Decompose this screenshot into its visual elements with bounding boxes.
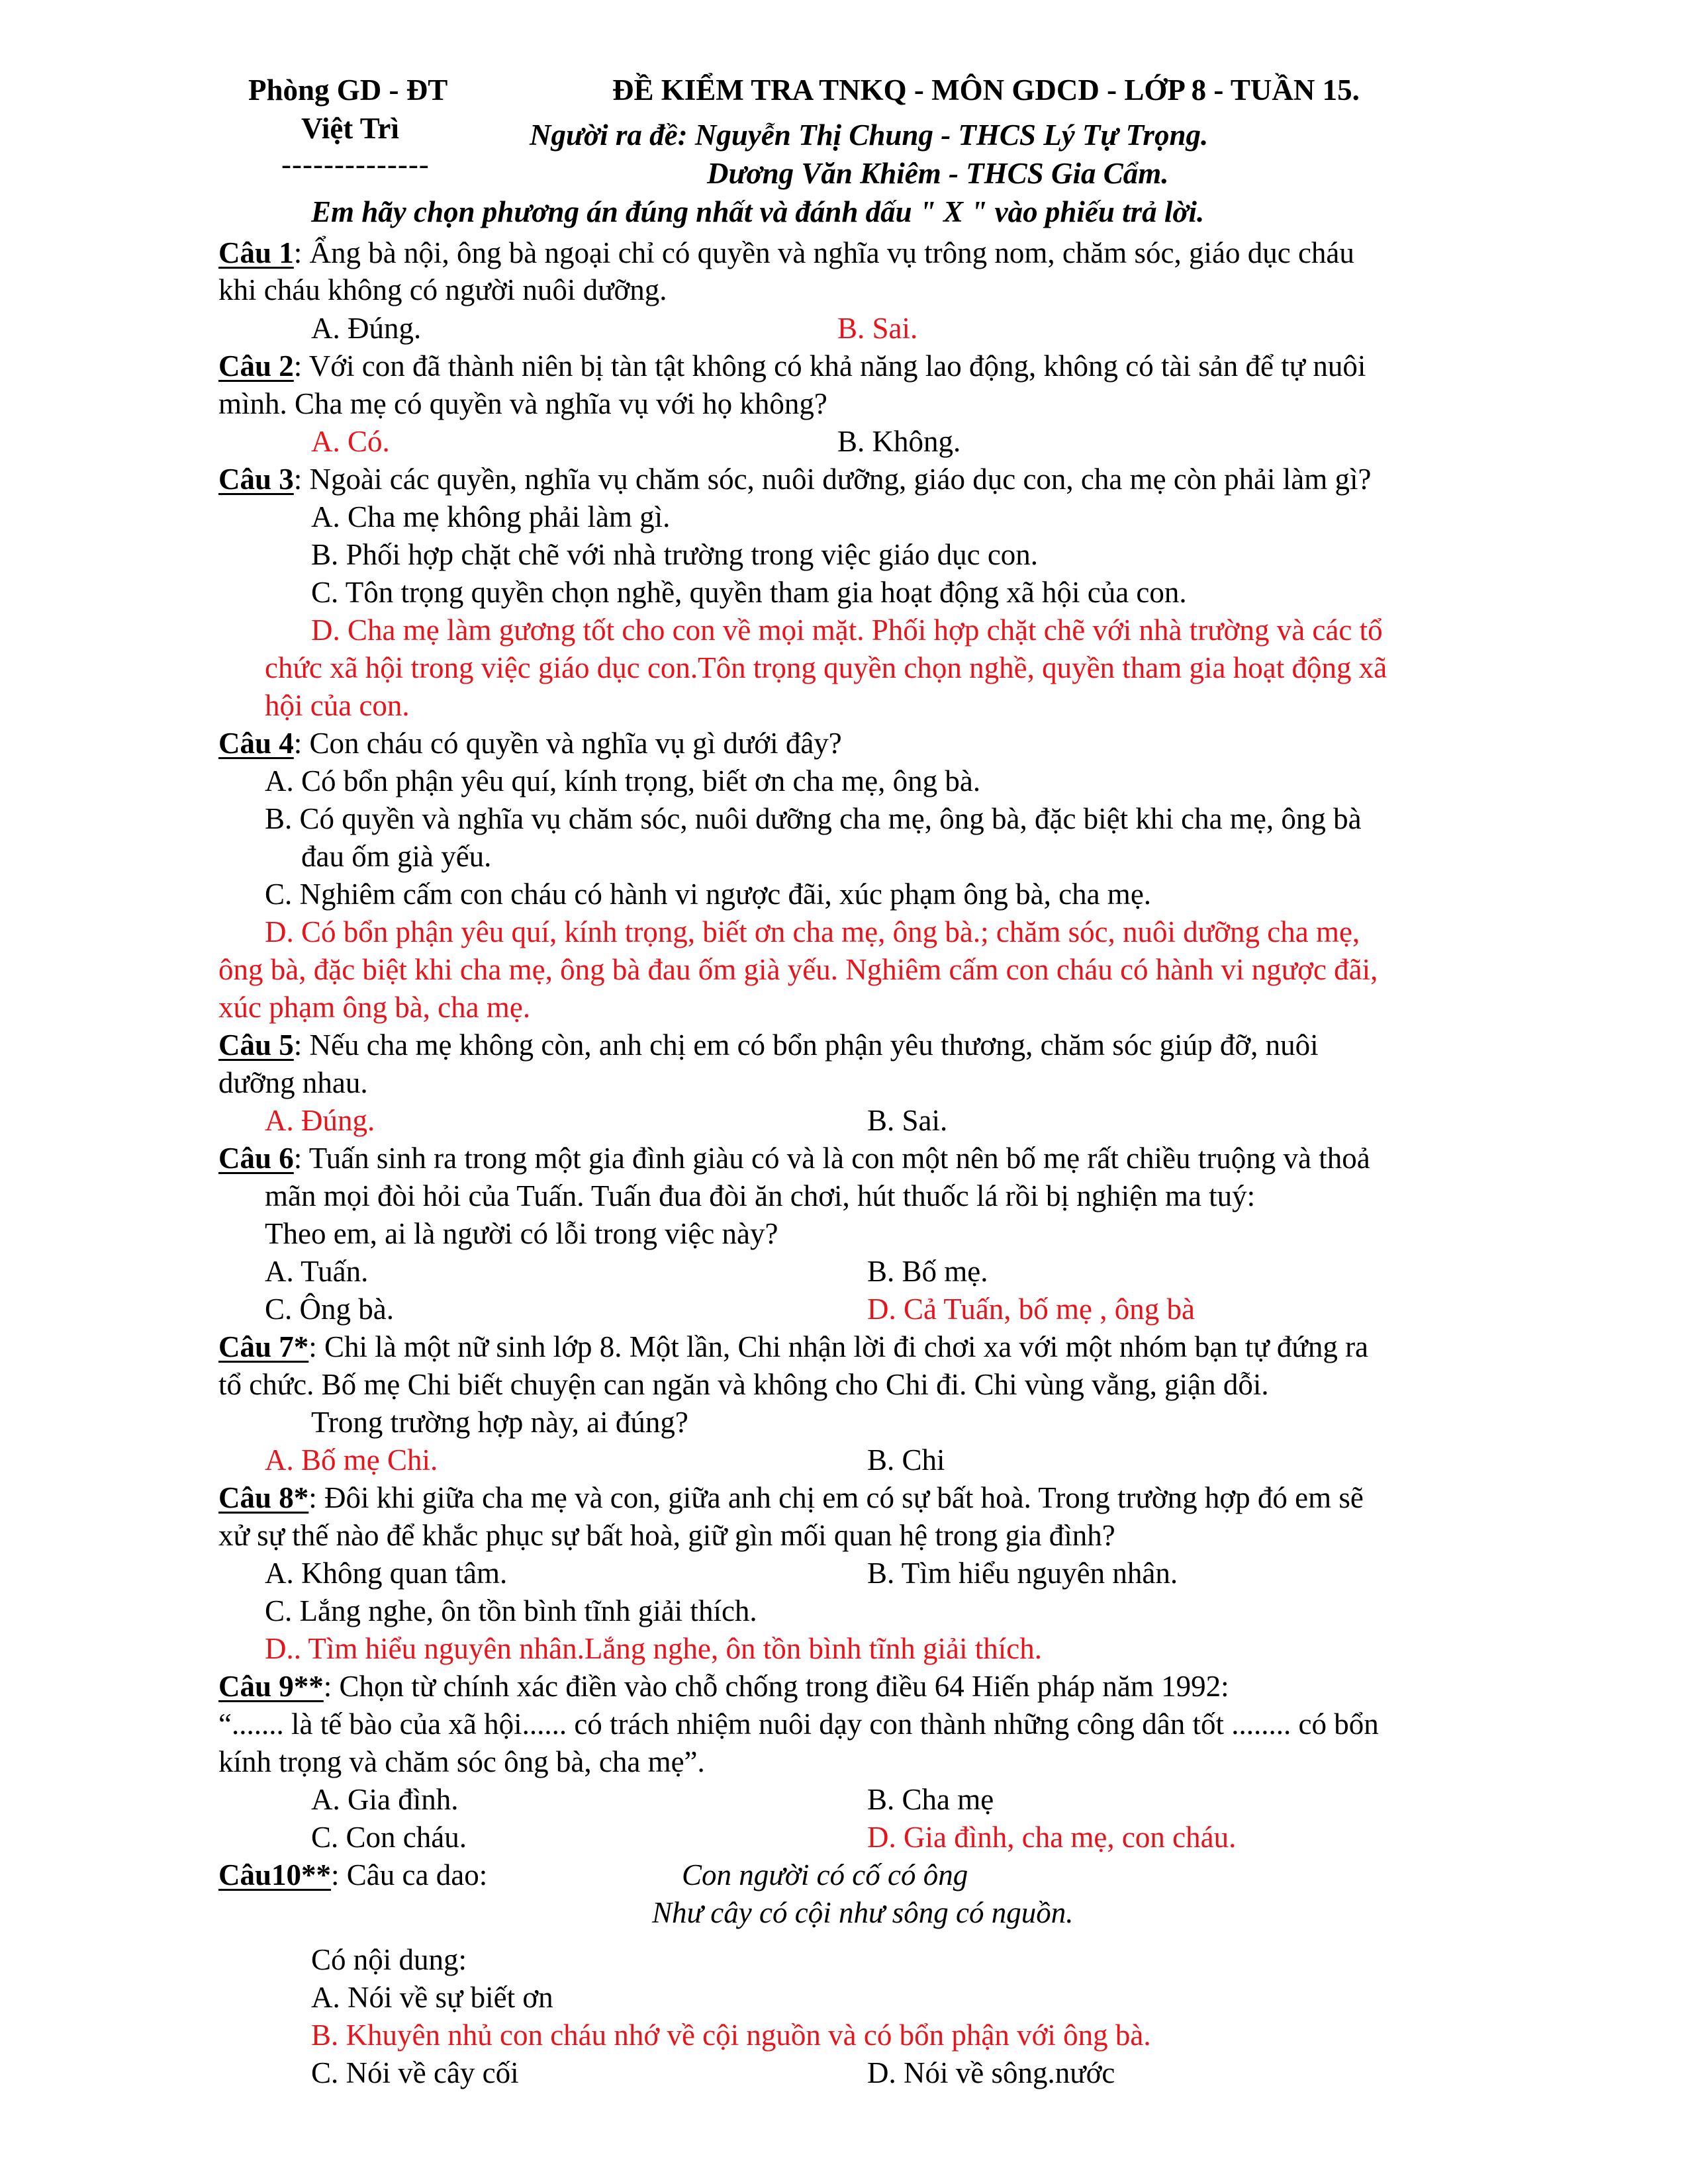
option-d-correct: D. Có bổn phận yêu quí, kính trọng, biết ơn cha mẹ, ông bà.; chăm sóc, nuôi dưỡng cha mẹ,	[265, 915, 1360, 948]
question-label: Câu 2	[218, 349, 294, 383]
office-city: Việt Trì	[301, 112, 399, 145]
question-label: Câu 7*	[218, 1330, 309, 1363]
option-a-correct: A. Đúng.	[265, 1104, 375, 1137]
question-text: : Câu ca dao:	[331, 1858, 488, 1891]
content-label: Có nội dung:	[311, 1943, 467, 1976]
option-a: A. Gia đình.	[311, 1783, 459, 1816]
question-text: : Với con đã thành niên bị tàn tật không có khả năng lao động, không có tài sản để tự nuôi	[293, 349, 1366, 383]
question-label: Câu 9**	[218, 1670, 324, 1703]
option-a: A. Có bổn phận yêu quí, kính trọng, biết ơn cha mẹ, ông bà.	[265, 764, 981, 797]
option-c: C. Con cháu.	[311, 1821, 467, 1854]
question-text-cont: kính trọng và chăm sóc ông bà, cha mẹ”.	[218, 1745, 705, 1778]
option-b: B. Tìm hiểu nguyên nhân.	[867, 1557, 1178, 1590]
option-d-correct: D. Gia đình, cha mẹ, con cháu.	[867, 1821, 1237, 1854]
question-1	[218, 236, 1354, 270]
verse-line-1: Con người có cố có ông	[682, 1858, 968, 1891]
option-c: C. Tôn trọng quyền chọn nghề, quyền tham gia hoạt động xã hội của con.	[311, 576, 1187, 609]
option-b: B. Có quyền và nghĩa vụ chăm sóc, nuôi dưỡng cha mẹ, ông bà, đặc biệt khi cha mẹ, ông bà	[265, 802, 1362, 835]
question-text: : Đôi khi giữa cha mẹ và con, giữa anh chị em có sự bất hoà. Trong trường hợp đó em sẽ	[308, 1481, 1364, 1514]
question-2	[218, 349, 1366, 383]
question-text: : Ẩng bà nội, ông bà ngoại chỉ có quyền và nghĩa vụ trông nom, chăm sóc, giáo dục cháu	[293, 236, 1354, 269]
author-line-1: Người ra đề: Nguyễn Thị Chung - THCS Lý Tự Trọng.	[530, 118, 1209, 152]
option-c: C. Nghiêm cấm con cháu có hành vi ngược đãi, xúc phạm ông bà, cha mẹ.	[265, 878, 1152, 911]
option-a-correct: A. Bố mẹ Chi.	[265, 1443, 438, 1477]
option-b: B. Bố mẹ.	[867, 1255, 988, 1288]
question-label: Câu 8*	[218, 1481, 309, 1514]
question-5	[218, 1028, 1319, 1062]
question-6	[218, 1141, 1370, 1175]
question-text-cont: Trong trường hợp này, ai đúng?	[311, 1406, 688, 1439]
option-a: A. Tuấn.	[265, 1255, 369, 1288]
option-b-correct: B. Khuyên nhủ con cháu nhớ về cội nguồn và có bổn phận với ông bà.	[311, 2019, 1151, 2052]
question-text-cont: mãn mọi đòi hỏi của Tuấn. Tuấn đua đòi ăn chơi, hút thuốc lá rồi bị nghiện ma tuý:	[265, 1179, 1256, 1212]
question-label: Câu 3	[218, 463, 294, 496]
option-c: C. Lắng nghe, ôn tồn bình tĩnh giải thích.	[265, 1594, 757, 1627]
option-b: B. Không.	[837, 425, 961, 458]
question-text: : Nếu cha mẹ không còn, anh chị em có bổn phận yêu thương, chăm sóc giúp đỡ, nuôi	[293, 1028, 1319, 1062]
question-label: Câu 5	[218, 1028, 294, 1062]
question-text-cont: tổ chức. Bố mẹ Chi biết chuyện can ngăn và không cho Chi đi. Chi vùng vằng, giận dỗi.	[218, 1368, 1269, 1401]
question-text: : Chọn từ chính xác điền vào chỗ chống trong điều 64 Hiến pháp năm 1992:	[323, 1670, 1229, 1703]
exam-instruction: Em hãy chọn phương án đúng nhất và đánh dấu " X " vào phiếu trả lời.	[311, 195, 1205, 228]
question-label: Câu 1	[218, 236, 294, 269]
author-line-2: Dương Văn Khiêm - THCS Gia Cẩm.	[707, 157, 1169, 190]
question-3	[218, 462, 1372, 496]
option-d-correct: D. Cha mẹ làm gương tốt cho con về mọi mặt. Phối hợp chặt chẽ với nhà trường và các tổ	[311, 614, 1383, 647]
verse-line-2: Như cây có cội như sông có nguồn.	[652, 1896, 1074, 1929]
option-b: B. Sai.	[867, 1104, 948, 1137]
header-divider: --------------	[281, 148, 430, 181]
question-text-cont: “....... là tế bào của xã hội...... có trách nhiệm nuôi dạy con thành những công dân tốt ........ có bổn	[218, 1707, 1379, 1741]
option-d-correct: D. Cả Tuấn, bố mẹ , ông bà	[867, 1293, 1195, 1326]
question-8	[218, 1480, 1364, 1515]
question-4	[218, 726, 842, 760]
question-9	[218, 1669, 1229, 1704]
option-d-correct: D.. Tìm hiểu nguyên nhân.Lắng nghe, ôn tồn bình tĩnh giải thích.	[265, 1632, 1042, 1665]
option-b: B. Phối hợp chặt chẽ với nhà trường trong việc giáo dục con.	[311, 538, 1039, 571]
question-text-cont: khi cháu không có người nuôi dưỡng.	[218, 273, 667, 306]
option-b-correct: B. Sai.	[837, 312, 918, 345]
question-10	[218, 1858, 487, 1892]
option-a: A. Đúng.	[311, 312, 422, 345]
option-a: A. Không quan tâm.	[265, 1557, 508, 1590]
question-text-cont: Theo em, ai là người có lỗi trong việc này?	[265, 1217, 778, 1250]
question-text-cont: mình. Cha mẹ có quyền và nghĩa vụ với họ không?	[218, 387, 827, 420]
option-a: A. Cha mẹ không phải làm gì.	[311, 500, 671, 533]
option-d-cont: ông bà, đặc biệt khi cha mẹ, ông bà đau ốm già yếu. Nghiêm cấm con cháu có hành vi ngược đãi,	[218, 953, 1378, 986]
exam-title: ĐỀ KIỂM TRA TNKQ - MÔN GDCD - LỚP 8 - TUẦN 15.	[612, 73, 1360, 107]
question-text: : Tuấn sinh ra trong một gia đình giàu có và là con một nên bố mẹ rất chiều truộng và thoả	[293, 1142, 1370, 1175]
option-c: C. Ông bà.	[265, 1293, 394, 1326]
question-label: Câu10**	[218, 1858, 332, 1891]
question-text-cont: dưỡng nhau.	[218, 1066, 368, 1099]
option-b: B. Cha mẹ	[867, 1783, 994, 1816]
option-d: D. Nói về sông.nước	[867, 2056, 1115, 2089]
question-label: Câu 4	[218, 727, 294, 760]
option-d-cont: hội của con.	[265, 689, 410, 722]
question-text: : Chi là một nữ sinh lớp 8. Một lần, Chi nhận lời đi chơi xa với một nhóm bạn tự đứng ra	[308, 1330, 1369, 1363]
question-text: : Con cháu có quyền và nghĩa vụ gì dưới đây?	[293, 727, 842, 760]
question-label: Câu 6	[218, 1142, 294, 1175]
option-a-correct: A. Có.	[311, 425, 390, 458]
option-d-cont: chức xã hội trong việc giáo dục con.Tôn trọng quyền chọn nghề, quyền tham gia hoạt động xã	[265, 651, 1387, 684]
option-d-cont: xúc phạm ông bà, cha mẹ.	[218, 991, 531, 1024]
option-b: B. Chi	[867, 1443, 945, 1477]
question-text-cont: xử sự thế nào để khắc phục sự bất hoà, giữ gìn mối quan hệ trong gia đình?	[218, 1519, 1115, 1552]
option-b-cont: đau ốm già yếu.	[301, 840, 492, 873]
option-a: A. Nói về sự biết ơn	[311, 1981, 553, 2014]
question-text: : Ngoài các quyền, nghĩa vụ chăm sóc, nuôi dưỡng, giáo dục con, cha mẹ còn phải làm gì?	[293, 463, 1372, 496]
office-name: Phòng GD - ĐT	[248, 73, 448, 107]
option-c: C. Nói về cây cối	[311, 2056, 519, 2089]
question-7	[218, 1330, 1368, 1364]
